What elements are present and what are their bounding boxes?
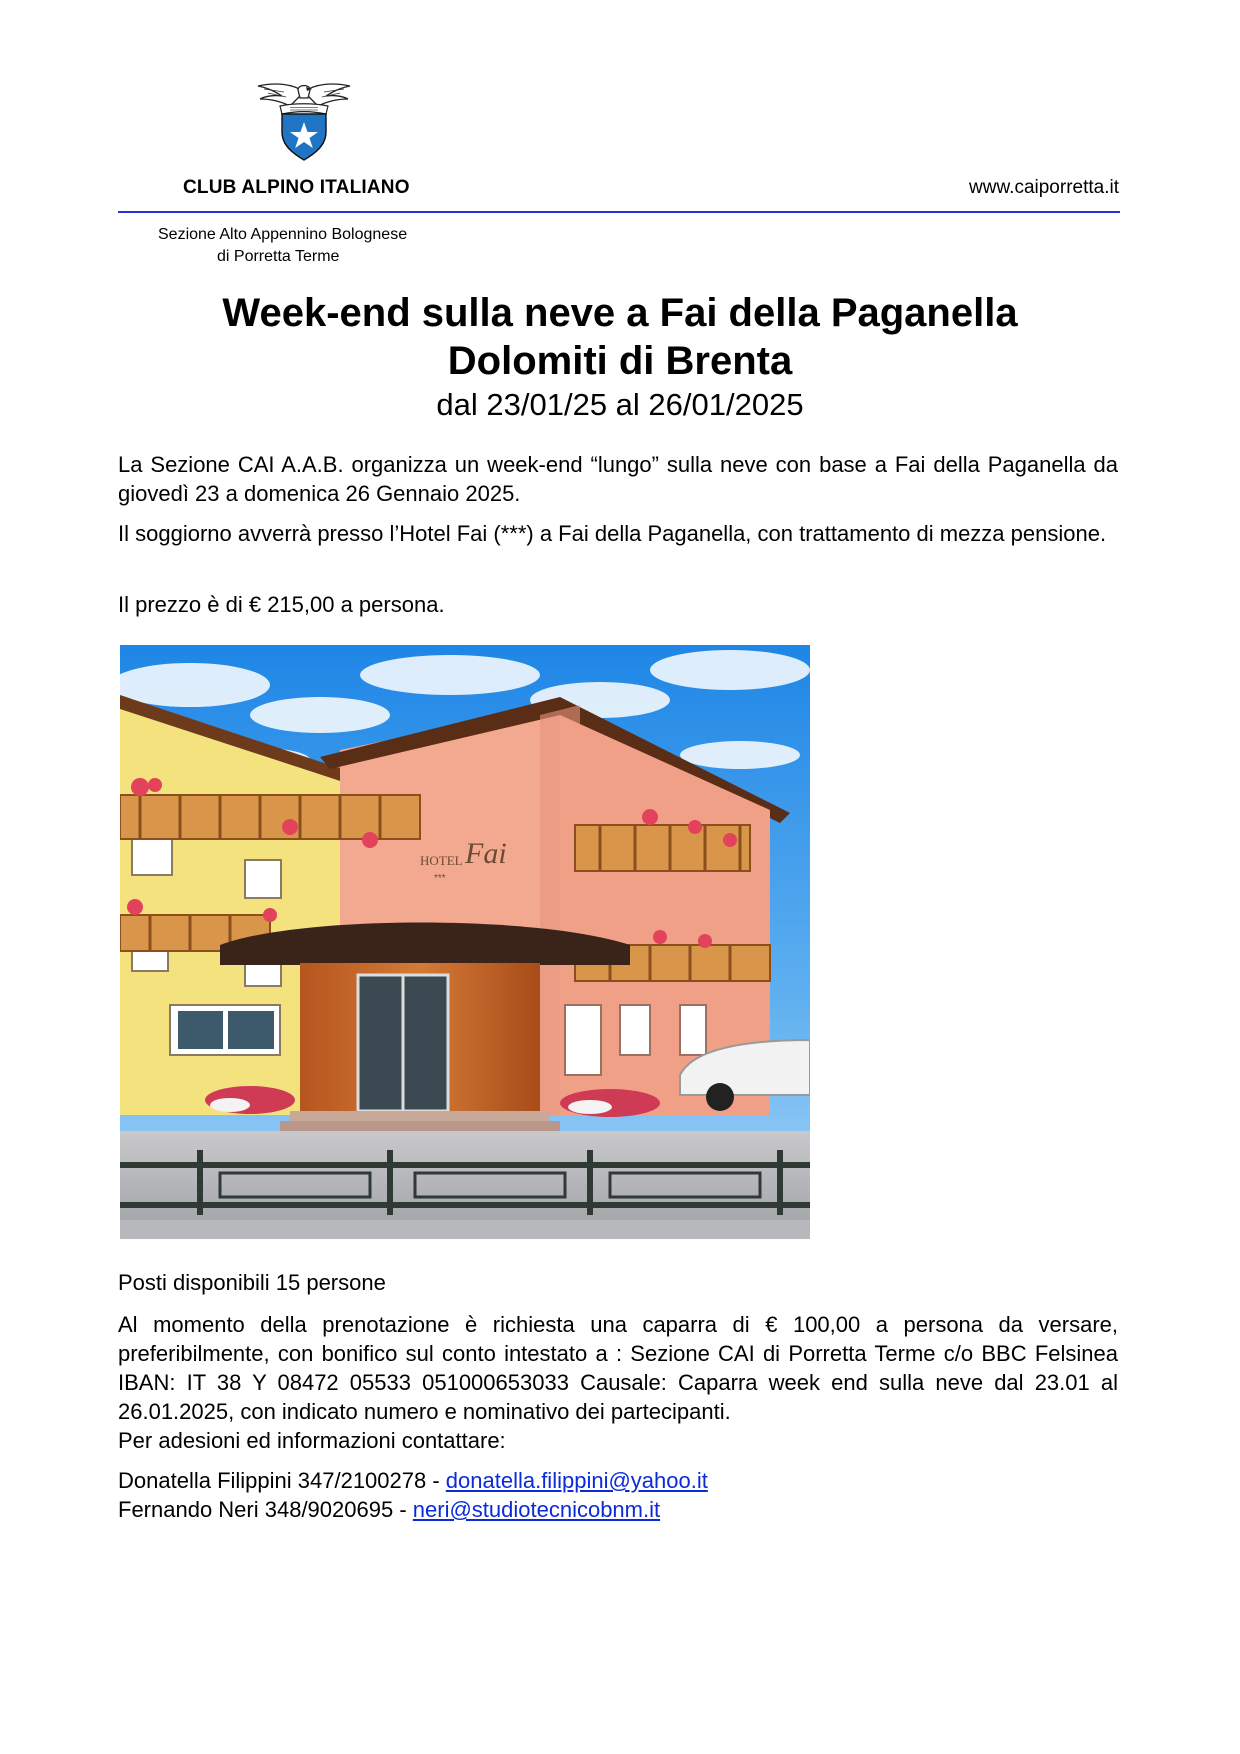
organization-name: CLUB ALPINO ITALIANO — [183, 177, 410, 198]
email-link-filippini[interactable]: donatella.filippini@yahoo.it — [445, 1468, 708, 1493]
header-divider — [118, 211, 1120, 213]
page-title: Week-end sulla neve a Fai della Paganella — [222, 291, 1018, 335]
accommodation-paragraph: Il soggiorno avverrà presso l’Hotel Fai (***) a Fai della Paganella, con trattamento di mezza pensione. — [118, 521, 1107, 546]
booking-paragraph — [118, 1310, 1118, 1455]
website-address: www.caiporretta.it — [969, 177, 1119, 198]
contact-item-neri — [118, 1495, 708, 1524]
email-link-neri[interactable]: neri@studiotecnicobnm.it — [412, 1497, 661, 1522]
hotel-photo — [120, 645, 810, 1239]
booking-text: Al momento della prenotazione è richiesta una caparra di € 100,00 a persona da versare, preferibilmente, con bonifico sul conto intestato a : Sezione CAI di Porretta Terme c/o BBC Felsinea IBAN: IT 38 Y 08472 05533 051000653033 Causale: Caparra week end sulla neve dal 23.01 al 26.01.2025, con indicato numero e nominativo dei partecipanti. — [118, 1312, 1118, 1424]
section-name: Sezione Alto Appennino Bolognese — [158, 226, 408, 243]
intro-paragraph: La Sezione CAI A.A.B. organizza un week-end “lungo” sulla neve con base a Fai della Paganella da giovedì 23 a domenica 26 Gennaio 2025. — [118, 452, 1118, 506]
contact-intro: Per adesioni ed informazioni contattare: — [118, 1428, 506, 1453]
contact-name-phone: Fernando Neri 348/9020695 - — [118, 1497, 413, 1522]
price-paragraph: Il prezzo è di € 215,00 a persona. — [118, 592, 445, 617]
page-subtitle: Dolomiti di Brenta — [447, 339, 793, 383]
hotel-sign-stars: *** — [434, 873, 446, 884]
hotel-sign-text: HOTEL — [420, 853, 463, 868]
contact-name-phone: Donatella Filippini 347/2100278 - — [118, 1468, 446, 1493]
contact-list — [118, 1466, 708, 1524]
available-places: Posti disponibili 15 persone — [118, 1270, 386, 1295]
section-location: di Porretta Terme — [217, 248, 340, 265]
hotel-sign-script: Fai — [465, 837, 507, 870]
cai-eagle-shield-logo-icon — [254, 78, 354, 162]
event-dates: dal 23/01/25 al 26/01/2025 — [436, 387, 804, 422]
contact-item-filippini — [118, 1466, 708, 1495]
